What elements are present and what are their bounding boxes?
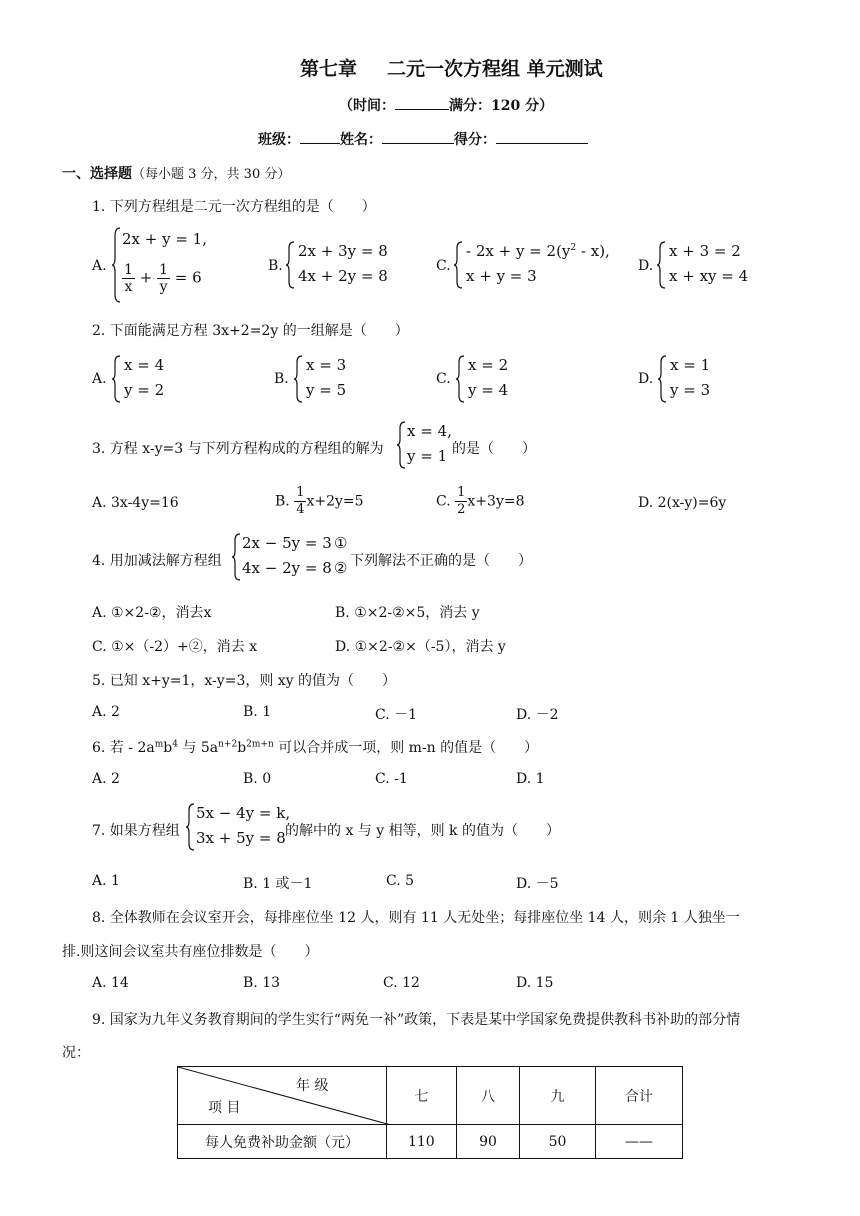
q2-option-d-label: D.: [638, 371, 654, 387]
q4-option-b[interactable]: B. ①×2-②×5，消去 y: [335, 605, 480, 621]
question-7-stem-b: 的解中的 x 与 y 相等，则 k 的值为（ ）: [285, 823, 560, 839]
q1-c-line2: x + y = 3: [466, 267, 537, 285]
table-row: [178, 1125, 683, 1159]
q7-option-b[interactable]: B. 1 或－1: [243, 876, 313, 892]
time-label: （时间：: [339, 98, 395, 114]
section-note: （每小题 3 分，共 30 分）: [132, 167, 291, 182]
section-title: 一、选择题: [62, 166, 132, 182]
q7-option-c[interactable]: C. 5: [386, 873, 415, 889]
q1-c-line1: - $2x + y = 2(y^2 - x)$,: [466, 242, 610, 260]
table-header-row: [178, 1067, 683, 1125]
question-4-stem-a: 4. 用加减法解方程组: [92, 553, 222, 569]
q1-b-line1: 2x + 3y = 8: [298, 242, 388, 260]
corner-bottom-label: 项 目: [208, 1100, 241, 1116]
q2-option-c-system[interactable]: x = 2 y = 4: [456, 354, 536, 404]
brace-icon: [186, 802, 196, 852]
q1-option-b-label: B.: [268, 258, 283, 274]
class-label: 班级：: [258, 132, 300, 148]
q1-option-d-system[interactable]: [657, 240, 767, 290]
class-blank[interactable]: [300, 129, 340, 144]
question-2-stem: 2. 下面能满足方程 3x+2=2y 的一组解是（ ）: [92, 323, 409, 339]
brace-icon: [454, 240, 464, 290]
section-heading: [62, 163, 290, 183]
q7-equation-system: 5x − 4y = k, 3x + 5y = 8: [186, 802, 286, 852]
brace-icon: [657, 240, 667, 290]
brace-icon: [286, 240, 296, 290]
brace-icon: [232, 532, 242, 582]
table-header-cell: 合计: [595, 1067, 682, 1125]
q8-option-c[interactable]: C. 12: [383, 975, 420, 991]
q2-option-b-system[interactable]: x = 3 y = 5: [294, 354, 374, 404]
q4-option-d[interactable]: D. ①×2-②×（-5），消去 y: [335, 639, 506, 655]
score-blank[interactable]: [496, 129, 588, 144]
table-cell: 90: [456, 1125, 520, 1159]
q1-option-a-system[interactable]: [112, 226, 222, 304]
brace-icon: [294, 354, 304, 404]
table-cell: 110: [386, 1125, 456, 1159]
q1-d-line1: x + 3 = 2: [669, 242, 741, 260]
q6-option-b[interactable]: B. 0: [243, 771, 272, 787]
page-title: [300, 54, 603, 81]
question-3-stem-a: 3. 方程 x-y=3 与下列方程构成的方程组的解为: [92, 441, 384, 457]
q3-option-b[interactable]: B. $\frac{1}{4}$ x+2y=5: [275, 485, 364, 517]
brace-icon: [456, 354, 466, 404]
table-cell: 50: [520, 1125, 595, 1159]
table-header-cell: 七: [386, 1067, 456, 1125]
table-cell: ——: [595, 1125, 682, 1159]
time-blank[interactable]: [395, 95, 449, 110]
question-9-line2: 况：: [62, 1045, 90, 1061]
q5-option-a[interactable]: A. 2: [92, 704, 120, 720]
corner-top-label: 年 级: [296, 1078, 329, 1094]
fraction: $\frac{1}{y}$: [159, 262, 168, 295]
student-info-line: [258, 129, 588, 149]
q5-option-d[interactable]: D. －2: [516, 707, 559, 723]
q1-d-line2: x + xy = 4: [669, 267, 749, 285]
question-7-stem-a: 7. 如果方程组: [92, 823, 180, 839]
q1-option-d-label: D.: [638, 258, 654, 274]
fraction: $\frac{1}{x}$: [124, 262, 133, 295]
q1-option-b-system[interactable]: [286, 240, 396, 290]
table-row-label: 每人免费补助金额（元）: [178, 1125, 387, 1159]
full-score-label: 满分：120 分）: [449, 98, 554, 114]
q1-a-line1: 2x + y = 1,: [122, 230, 207, 248]
q1-option-c-label: C.: [436, 258, 451, 274]
question-8-line1: 8. 全体教师在会议室开会，每排座位坐 12 人，则有 11 人无处坐；每排座位坐 14 人，则余 1 人独坐一: [92, 910, 740, 926]
question-6-stem: 6. 若 - $2a^mb^4$ 与 $5a^{n+2}b^{2m+n}$ 可以合并成一项，则 m-n 的值是（ ）: [92, 739, 539, 756]
q1-option-c-system[interactable]: [454, 240, 614, 290]
fraction: $\frac{1}{2}$: [457, 485, 466, 517]
brace-icon: [112, 354, 122, 404]
q8-option-a[interactable]: A. 14: [92, 975, 129, 991]
q7-option-d[interactable]: D. －5: [516, 876, 559, 892]
q1-b-line2: 4x + 2y = 8: [298, 267, 388, 285]
q6-option-a[interactable]: A. 2: [92, 771, 120, 787]
question-9-line1: 9. 国家为九年义务教育期间的学生实行“两免一补”政策，下表是某中学国家免费提供教科书补助的部分情: [92, 1012, 741, 1028]
equation-mark-1: ①: [334, 534, 348, 552]
q8-option-d[interactable]: D. 15: [516, 975, 554, 991]
name-blank[interactable]: [382, 129, 454, 144]
q2-option-c-label: C.: [436, 371, 451, 387]
brace-icon: [397, 420, 407, 470]
time-score-line: [339, 95, 553, 115]
q8-option-b[interactable]: B. 13: [243, 975, 281, 991]
score-label: 得分：: [454, 132, 496, 148]
q3-option-a[interactable]: A. 3x-4y=16: [92, 495, 179, 511]
q4-option-c[interactable]: C. ①×（-2）+②，消去 x: [92, 639, 258, 655]
q3-option-d[interactable]: D. 2(x-y)=6y: [638, 495, 727, 511]
question-3-stem-b: 的是（ ）: [452, 441, 536, 457]
table-header-cell: 九: [520, 1067, 595, 1125]
q4-option-a[interactable]: A. ①×2-②，消去x: [92, 605, 212, 621]
q1-option-a-label: A.: [92, 258, 107, 274]
brace-icon: [658, 354, 668, 404]
name-label: 姓名：: [340, 132, 382, 148]
subsidy-table: [177, 1066, 683, 1159]
fraction: $\frac{1}{4}$: [296, 485, 305, 517]
q3-option-c[interactable]: C. $\frac{1}{2}$ x+3y=8: [436, 485, 525, 517]
table-header-cell: 八: [456, 1067, 520, 1125]
q2-option-b-label: B.: [274, 371, 289, 387]
equation-mark-2: ②: [334, 559, 348, 577]
question-1-stem: 1. 下列方程组是二元一次方程组的是（ ）: [92, 199, 376, 215]
q4-equation-system: 2x − 5y = 3 4x − 2y = 8 ① ②: [232, 532, 350, 582]
question-8-line2: 排.则这间会议室共有座位排数是（ ）: [62, 944, 319, 960]
table-corner-cell: [178, 1067, 387, 1125]
q5-option-c[interactable]: C. －1: [375, 707, 418, 723]
q2-option-a-label: A.: [92, 371, 107, 387]
question-4-stem-b: 下列解法不正确的是（ ）: [350, 553, 532, 569]
q6-option-c[interactable]: C. -1: [375, 771, 408, 787]
title-text: 二元一次方程组 单元测试: [387, 58, 603, 80]
brace-icon: [112, 226, 122, 304]
q2-option-a-system[interactable]: x = 4 y = 2: [112, 354, 192, 404]
question-5-stem: 5. 已知 x+y=1，x-y=3，则 xy 的值为（ ）: [92, 673, 397, 689]
chapter-label: 第七章: [300, 58, 358, 80]
q1-a-line2: $\frac{1}{x}$ + $\frac{1}{y}$ = 6: [124, 262, 202, 295]
q6-option-d[interactable]: D. 1: [516, 771, 545, 787]
q3-solution-system: x = 4, y = 1: [397, 420, 452, 470]
q7-option-a[interactable]: A. 1: [92, 873, 120, 889]
q5-option-b[interactable]: B. 1: [243, 704, 272, 720]
q2-option-d-system[interactable]: x = 1 y = 3: [658, 354, 738, 404]
